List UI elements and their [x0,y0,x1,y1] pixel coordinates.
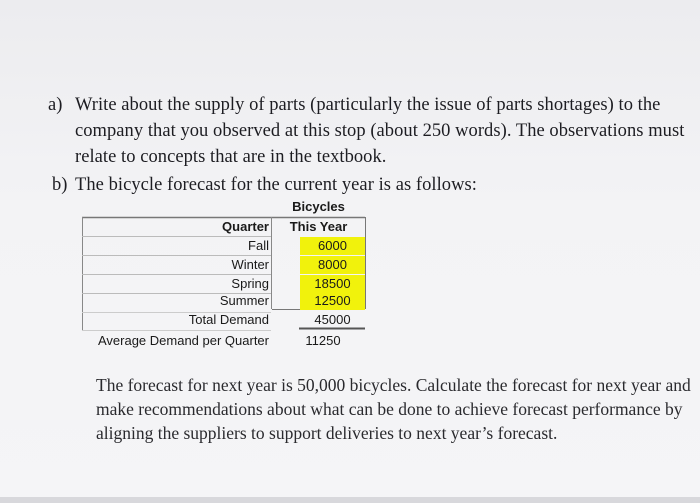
table-header-this-year: This Year [289,219,348,234]
question-b-label: b) [52,175,68,195]
table-row-label: Summer [219,293,269,308]
question-b-text: The bicycle forecast for the current year is as follows: [75,175,477,195]
table-total-value: 45000 [314,312,351,327]
table-row-label: Spring [231,276,269,291]
bicycle-forecast-table [81,196,371,356]
bottom-bar [0,497,700,503]
table-row-value: 8000 [300,256,365,274]
table-total-label: Total Demand [188,312,269,327]
table-row-label: Winter [231,257,269,272]
table-header-top: Bicycles [292,199,345,214]
table-average-label: Average Demand per Quarter [97,333,269,348]
table-row-value: 18500 [300,275,365,293]
table-row-label: Fall [248,238,269,253]
question-a-label: a) [48,95,63,115]
question-a-text: Write about the supply of parts (particularly the issue of parts shortages) to the company that you observed at this stop (about 250 words). The observations must relate to concepts that are in the textbook. [75,95,685,167]
table-average-value: 11250 [305,333,341,348]
table-row-value: 12500 [300,292,365,310]
table-row-value: 6000 [300,237,365,255]
footer-instructions: The forecast for next year is 50,000 bicycles. Calculate the forecast for next year and make recommendations about what can be done to achieve forecast performance by aligning the suppliers to support deliveries to next year’s forecast. [96,375,691,443]
table-header-quarter: Quarter [222,219,269,234]
